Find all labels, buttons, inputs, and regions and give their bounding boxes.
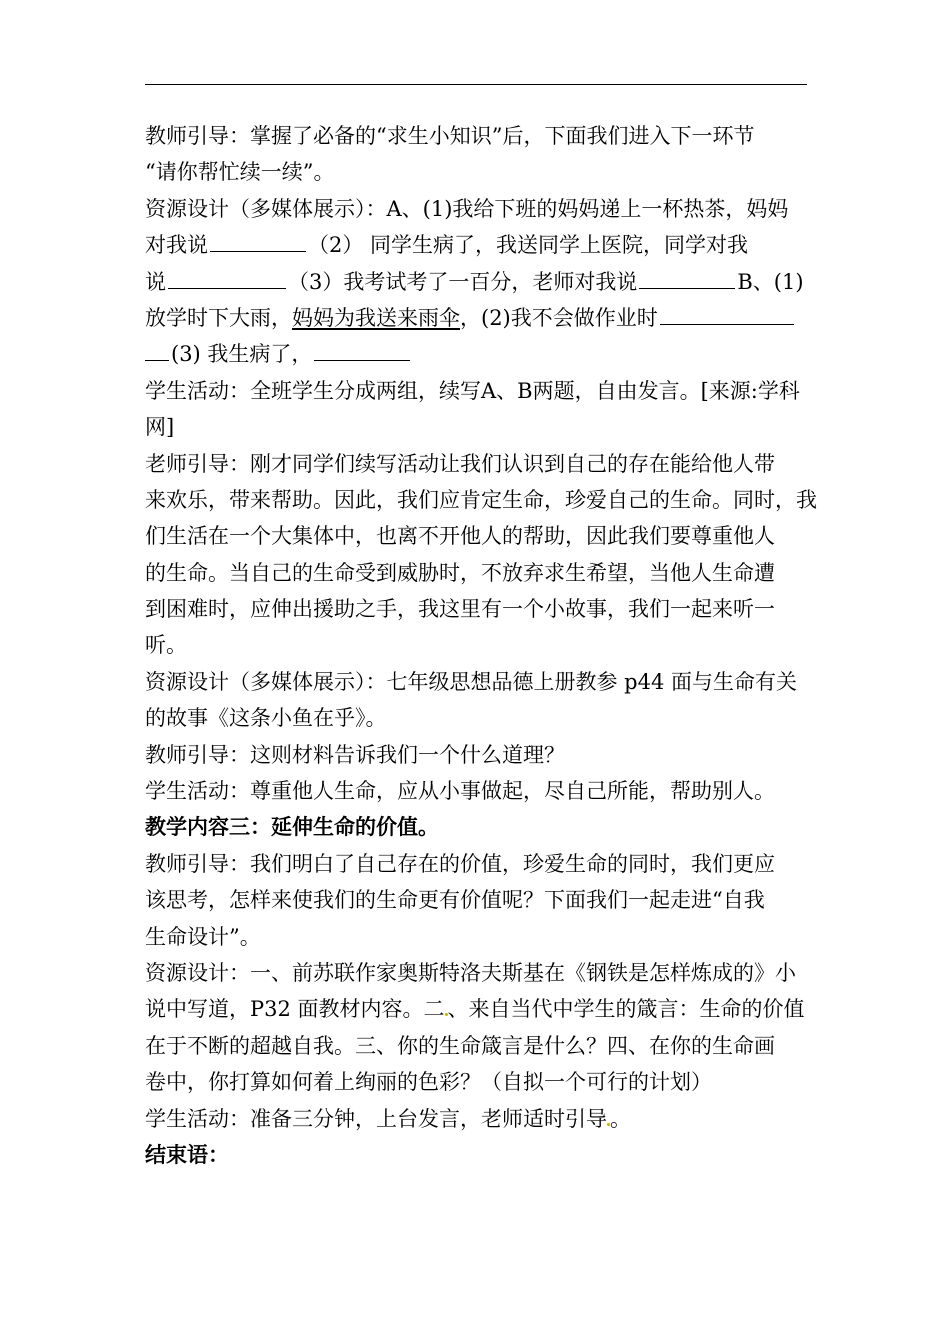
paragraph-line: 学生活动：全班学生分成两组，续写A、B两题，自由发言。[来源:学科 [145,378,800,403]
paragraph-line: 网] [145,415,175,440]
line-text: 放学时下大雨， [145,305,292,330]
line-text: 学生活动：准备三分钟，上台发言，老师适时引导 [145,1106,607,1131]
line-text: 对我说 [145,233,208,258]
line-text: 说中写道，P32 面教材内容。二 [145,997,445,1022]
paragraph-line: 资源设计（多媒体展示）：A、(1)我给下班的妈妈递上一杯热茶，妈妈 [145,196,789,221]
line-text: ，(2)我不会做作业时 [460,305,658,330]
paragraph-line: 该思考，怎样来使我们的生命更有价值呢？下面我们一起走进“自我 [145,888,765,913]
document-body [145,118,817,1173]
paragraph-line: 听。 [145,633,187,658]
paragraph-line: 教师引导：我们明白了自己存在的价值，珍爱生命的同时，我们更应 [145,851,775,876]
paragraph-line: 来欢乐，带来帮助。因此，我们应肯定生命，珍爱自己的生命。同时，我 [145,487,817,512]
line-text: （2） 同学生病了，我送同学上医院，同学对我 [308,233,749,258]
paragraph-line: 的生命。当自己的生命受到威胁时，不放弃求生希望，当他人生命遭 [145,560,775,585]
paragraph-line: 的故事《这条小鱼在乎》。 [145,706,387,731]
paragraph-line: 在于不断的超越自我。三、你的生命箴言是什么？四、在你的生命画 [145,1033,775,1058]
paragraph-line: 生命设计”。 [145,924,261,949]
underlined-text: 妈妈为我送来雨伞 [292,305,460,330]
header-rule [145,84,807,85]
paragraph-line: 学生活动：尊重他人生命，应从小事做起，尽自己所能，帮助别人。 [145,779,775,804]
fill-in-blank [168,267,286,289]
paragraph-line: 资源设计：一、前苏联作家奥斯特洛夫斯基在《钢铁是怎样炼成的》小 [145,960,796,985]
fill-in-blank [639,267,735,289]
paragraph-line: 资源设计（多媒体展示）：七年级思想品德上册教参 p44 面与生命有关 [145,669,798,694]
line-text: 。 [610,1106,631,1131]
paragraph-line-with-blanks [145,264,811,300]
paragraph-line-with-blank [145,227,811,263]
paragraph-line [145,991,811,1027]
fill-in-blank [210,230,306,252]
line-text: B、(1) [737,269,804,294]
line-text: (3) 我生病了， [171,342,313,367]
fill-in-blank [145,339,169,361]
line-text: 、来自当代中学生的箴言：生命的价值 [447,997,805,1022]
paragraph-line: 老师引导：刚才同学们续写活动让我们认识到自己的存在能给他人带 [145,451,775,476]
fill-in-blank [660,303,794,325]
line-text: （3）我考试考了一百分，老师对我说 [288,269,638,294]
paragraph-line: 教师引导：这则材料告诉我们一个什么道理？ [145,742,565,767]
paragraph-line: 们生活在一个大集体中，也离不开他人的帮助，因此我们要尊重他人 [145,524,775,549]
paragraph-line-with-blank [145,336,811,372]
paragraph-line: 到困难时，应伸出援助之手，我这里有一个小故事，我们一起来听一 [145,597,775,622]
section-heading: 教学内容三：延伸生命的价值。 [145,814,439,840]
paragraph-line: 卷中，你打算如何着上绚丽的色彩？（自拟一个可行的计划） [145,1070,712,1095]
paragraph-line-with-blank [145,300,811,336]
paragraph-line: “请你帮忙续一续”。 [145,160,335,185]
section-heading: 结束语： [145,1141,229,1167]
fill-in-blank [314,339,410,361]
line-text: 说 [145,269,166,294]
paragraph-line [145,1101,811,1137]
paragraph-line: 教师引导：掌握了必备的“求生小知识”后，下面我们进入下一环节 [145,124,755,148]
